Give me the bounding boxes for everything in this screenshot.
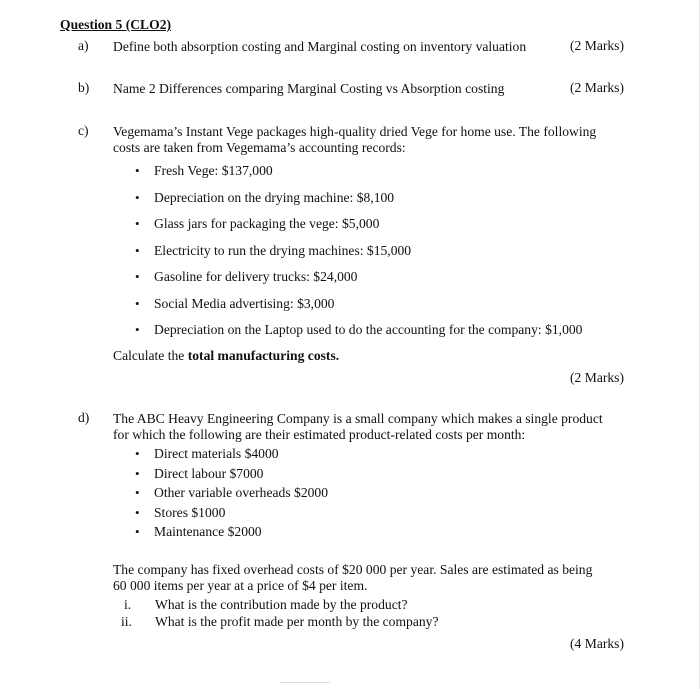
part-c-item: Depreciation on the drying machine: $8,100 xyxy=(154,190,395,205)
bullet-icon: • xyxy=(135,446,140,461)
sub-question-number: i. xyxy=(124,597,132,612)
part-d-item: Stores $1000 xyxy=(154,505,226,520)
part-d-intro-line1: The ABC Heavy Engineering Company is a small company which makes a single product xyxy=(113,411,603,426)
bullet-icon: • xyxy=(135,466,140,481)
part-d-intro-line2: for which the following are their estimated product-related costs per month: xyxy=(113,427,526,442)
sub-question-text: What is the profit made per month by the company? xyxy=(155,614,439,629)
bullet-icon: • xyxy=(135,322,140,337)
part-d-item: Other variable overheads $2000 xyxy=(154,485,329,500)
part-d-item: Direct labour $7000 xyxy=(154,466,264,481)
bullet-icon: • xyxy=(135,243,140,258)
question-heading: Question 5 (CLO2) xyxy=(60,17,172,32)
part-d-label: d) xyxy=(78,410,90,425)
part-c-intro-line1: Vegemama’s Instant Vege packages high-quality dried Vege for home use. The following xyxy=(113,124,597,139)
bullet-icon: • xyxy=(135,296,140,311)
part-c-marks: (2 Marks) xyxy=(570,370,624,385)
part-d-marks: (4 Marks) xyxy=(570,636,624,651)
part-b-text: Name 2 Differences comparing Marginal Costing vs Absorption costing xyxy=(113,81,505,96)
part-a-label: a) xyxy=(78,38,89,53)
part-c-item: Electricity to run the drying machines: $15,000 xyxy=(154,243,412,258)
calc-bold: total manufacturing costs. xyxy=(187,348,340,363)
part-c-intro-line2: costs are taken from Vegemama’s accounting records: xyxy=(113,140,406,155)
part-d-item: Maintenance $2000 xyxy=(154,524,262,539)
part-c-label: c) xyxy=(78,123,89,138)
part-d-para-line1: The company has fixed overhead costs of $20 000 per year. Sales are estimated as being xyxy=(113,562,593,577)
part-c-item: Gasoline for delivery trucks: $24,000 xyxy=(154,269,358,284)
part-d-para-line2: 60 000 items per year at a price of $4 per item. xyxy=(113,578,368,593)
part-c-item: Social Media advertising: $3,000 xyxy=(154,296,335,311)
bullet-icon: • xyxy=(135,269,140,284)
part-c-calc-instruction xyxy=(113,347,339,364)
bullet-icon: • xyxy=(135,216,140,231)
part-a-marks: (2 Marks) xyxy=(570,38,624,53)
sub-question-number: ii. xyxy=(121,614,132,629)
part-c-item: Fresh Vege: $137,000 xyxy=(154,163,273,178)
calc-prefix: Calculate the xyxy=(113,348,188,363)
part-b-label: b) xyxy=(78,80,90,95)
part-c-item: Depreciation on the Laptop used to do the accounting for the company: $1,000 xyxy=(154,322,583,337)
bullet-icon: • xyxy=(135,485,140,500)
part-c-item: Glass jars for packaging the vege: $5,000 xyxy=(154,216,380,231)
bullet-icon: • xyxy=(135,524,140,539)
part-a-text: Define both absorption costing and Marginal costing on inventory valuation xyxy=(113,39,527,54)
bullet-icon: • xyxy=(135,505,140,520)
part-d-item: Direct materials $4000 xyxy=(154,446,279,461)
bullet-icon: • xyxy=(135,163,140,178)
page-footer-mark xyxy=(280,682,330,689)
part-b-marks: (2 Marks) xyxy=(570,80,624,95)
bullet-icon: • xyxy=(135,190,140,205)
sub-question-text: What is the contribution made by the product? xyxy=(155,597,408,612)
